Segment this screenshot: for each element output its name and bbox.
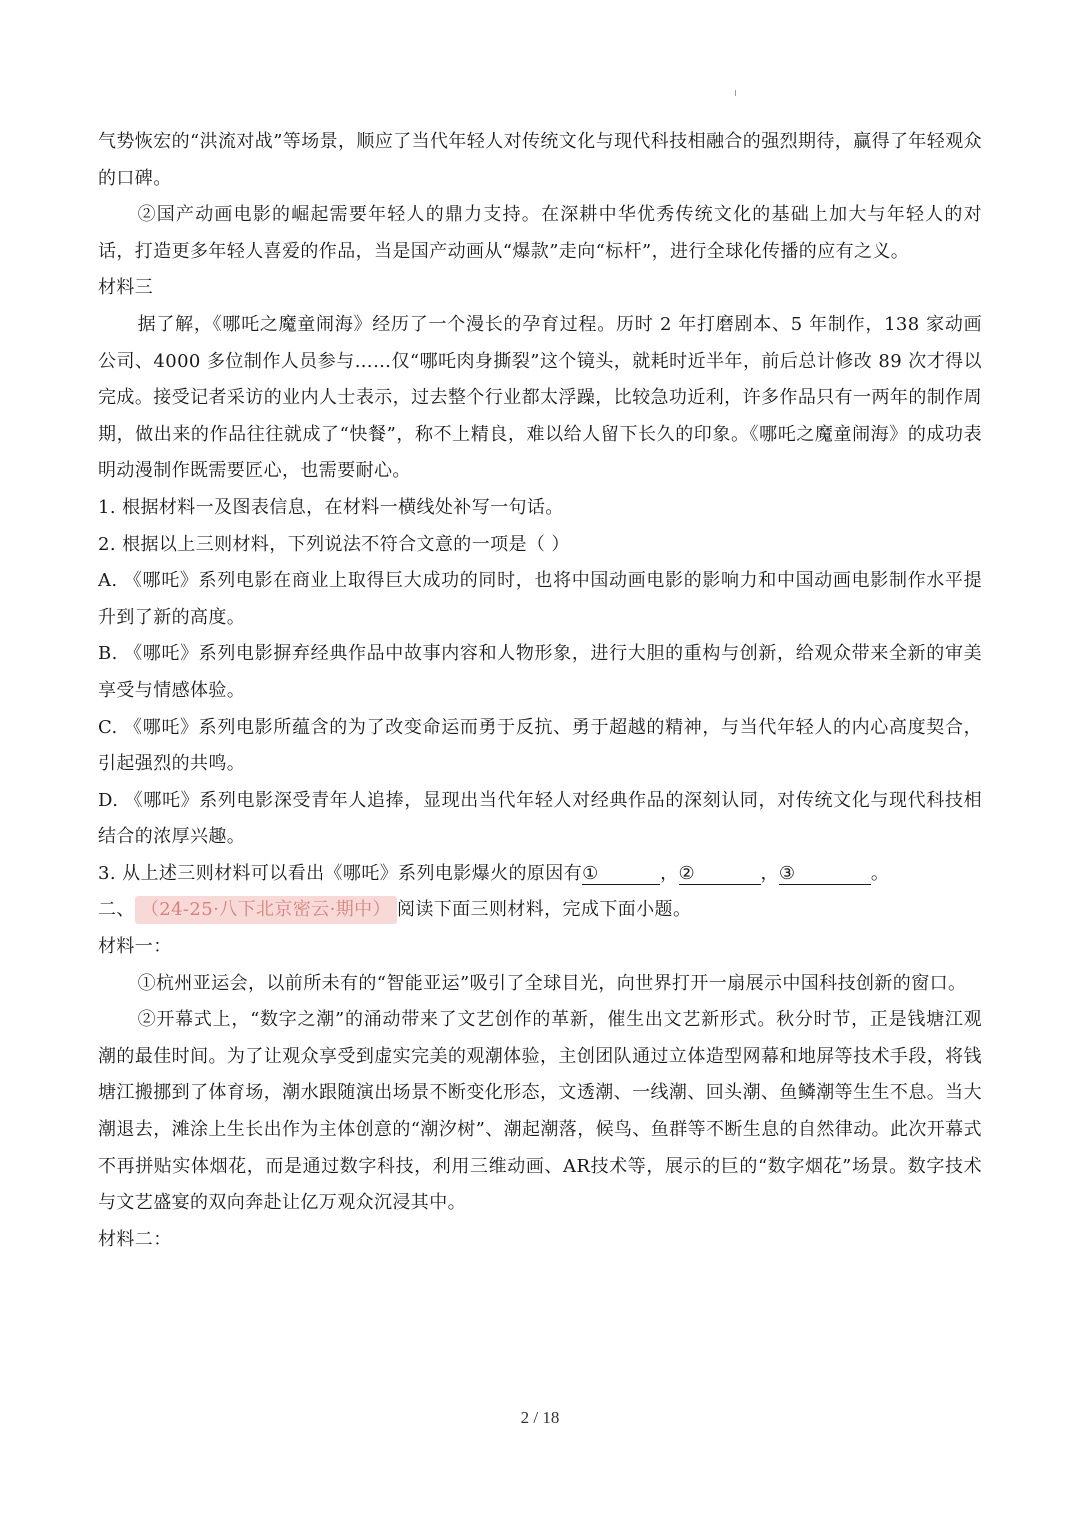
section-2-instruction: 阅读下面三则材料，完成下面小题。 — [396, 899, 692, 921]
material2-continued-paragraph: 气势恢宏的“洪流对战”等场景，顺应了当代年轻人对传统文化与现代科技相融合的强烈期待，赢得了年轻观众的口碑。 — [98, 131, 982, 189]
section-2-material2-heading: 材料二： — [98, 1228, 172, 1250]
section-2-heading: 二、 （24-25·八下北京密云·期中） 阅读下面三则材料，完成下面小题。 — [98, 892, 982, 929]
question-3: 3. 从上述三则材料可以看出《哪吒》系列电影爆火的原因有① ，② ，③ 。 — [98, 862, 890, 884]
section-2-material1-heading: 材料一： — [98, 936, 172, 958]
question-2-option-c: C. 《哪吒》系列电影所蕴含的为了改变命运而勇于反抗、勇于超越的精神，与当代年轻人的内心高度契合，引起强烈的共鸣。 — [98, 716, 982, 775]
material3-heading: 材料三 — [98, 277, 154, 299]
answer-blank-1[interactable]: ① — [582, 864, 660, 885]
top-tick-mark — [735, 90, 736, 96]
material2-paragraph-2: ②国产动画电影的崛起需要年轻人的鼎力支持。在深耕中华优秀传统文化的基础上加大与年轻人的对话，打造更多年轻人喜爱的作品，当是国产动画从“爆款”走向“标杆”，进行全球化传播的应有之义。 — [98, 204, 982, 262]
question-2-option-d: D. 《哪吒》系列电影深受青年人追捧，显现出当代年轻人对经典作品的深刻认同，对传统文化与现代科技相结合的浓厚兴趣。 — [98, 789, 983, 848]
question-2-option-a: A. 《哪吒》系列电影在商业上取得巨大成功的同时，也将中国动画电影的影响力和中国动画电影制作水平提升到了新的高度。 — [98, 570, 982, 628]
question-2-option-b: B. 《哪吒》系列电影摒弃经典作品中故事内容和人物形象，进行大胆的重构与创新，给观众带来全新的审美享受与情感体验。 — [98, 643, 983, 701]
answer-blank-3[interactable]: ③ — [779, 864, 871, 885]
section-2-material1-paragraph-2: ②开幕式上，“数字之潮”的涌动带来了文艺创作的革新，催生出文艺新形式。秋分时节，正是钱塘江观潮的最佳时间。为了让观众享受到虚实完美的观潮体验，主创团队通过立体造型网幕和地屏等技术手段，将钱塘江搬挪到了体育场，潮水跟随演出场景不断变化形态，文透潮、一线潮、回头潮、鱼鳞潮等生生不息。当大潮退去，滩涂上生长出作为主体创意的“潮汐树”、潮起潮落，候鸟、鱼群等不断生息的自然律动。此次开幕式不再拼贴实体烟花，而是通过数字科技，利用三维动画、AR技术等，展示的巨的“数字烟花”场景。数字技术与文艺盛宴的双向奔赴让亿万观众沉浸其中。 — [98, 1009, 982, 1214]
exam-source-tag: （24-25·八下北京密云·期中） — [135, 896, 397, 924]
answer-blank-2[interactable]: ② — [679, 864, 761, 885]
page-number: 2 / 18 — [520, 1408, 560, 1427]
section-2-material1-paragraph-1: ①杭州亚运会，以前所未有的“智能亚运”吸引了全球目光，向世界打开一扇展示中国科技创新的窗口。 — [137, 972, 967, 994]
material3-paragraph: 据了解，《哪吒之魔童闹海》经历了一个漫长的孕育过程。历时 2 年打磨剧本、5 年制作，138 家动画公司、4000 多位制作人员参与……仅“哪吒肉身撕裂”这个镜头，就耗时近半年，前后总计修改 89 次才得以完成。接受记者采访的业内人士表示，过去整个行业都太浮躁，比较急功近利，许多作品只有一两年的制作周期，做出来的作品往往就成了“快餐”，称不上精良，难以给人留下长久的印象。《哪吒之魔童闹海》的成功表明动漫制作既需要匠心，也需要耐心。 — [98, 313, 982, 482]
question-3-prompt: 3. 从上述三则材料可以看出《哪吒》系列电影爆火的原因有 — [98, 862, 583, 884]
question-1: 1. 根据材料一及图表信息，在材料一横线处补写一句话。 — [98, 496, 564, 518]
document-body — [98, 124, 982, 1258]
question-2: 2. 根据以上三则材料，下列说法不符合文意的一项是（ ） — [98, 533, 570, 555]
